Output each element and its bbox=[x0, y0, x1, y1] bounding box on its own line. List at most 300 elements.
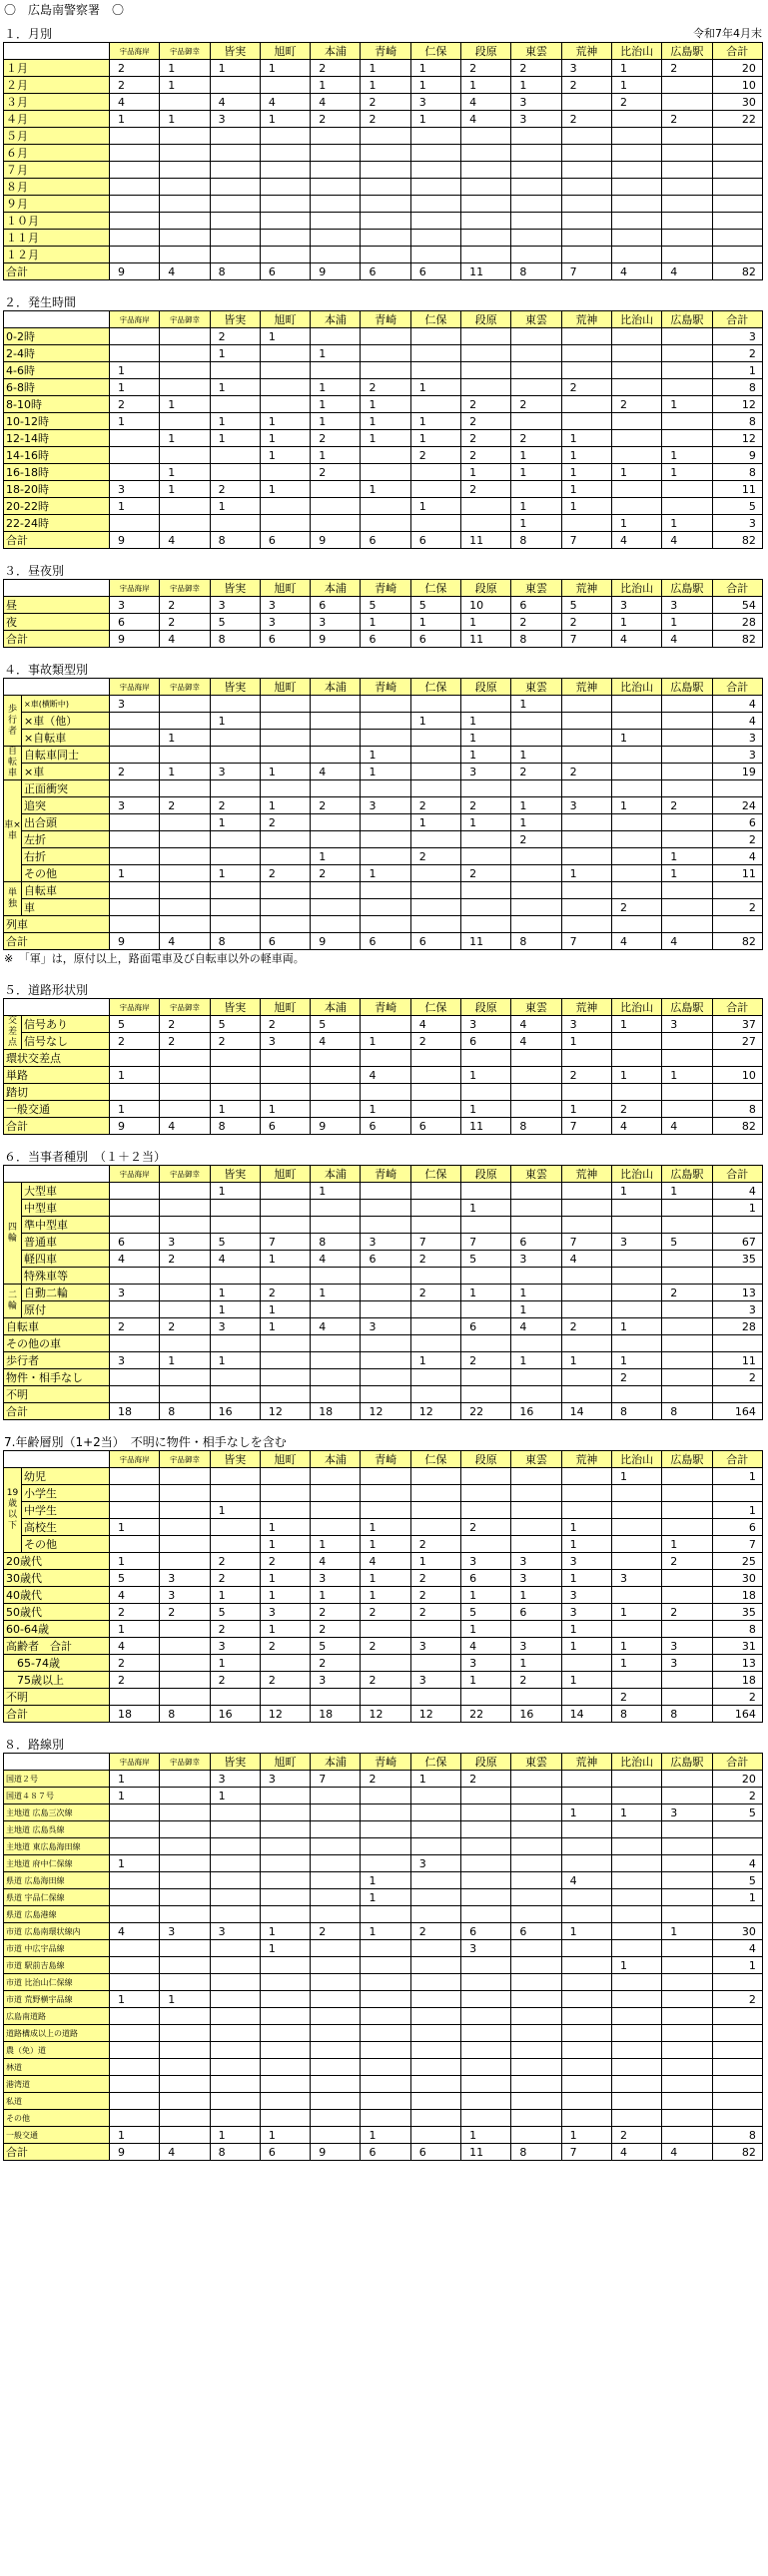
value-cell: 1 bbox=[511, 1285, 561, 1301]
value-cell bbox=[160, 1553, 210, 1570]
value-cell bbox=[210, 1485, 260, 1502]
value-cell bbox=[110, 464, 160, 481]
value-cell bbox=[361, 464, 410, 481]
column-header: 仁保 bbox=[410, 580, 460, 597]
total-cell: 82 bbox=[712, 263, 762, 280]
value-cell: 2 bbox=[260, 865, 310, 882]
value-cell bbox=[260, 379, 310, 396]
value-cell bbox=[361, 1468, 410, 1485]
value-cell: 4 bbox=[110, 1587, 160, 1604]
value-cell bbox=[561, 1771, 611, 1788]
header-corner bbox=[4, 1451, 110, 1468]
value-cell: 22 bbox=[461, 1403, 511, 1420]
table-row bbox=[4, 2144, 763, 2161]
value-cell bbox=[561, 1940, 611, 1957]
value-cell bbox=[210, 1974, 260, 1991]
value-cell: 1 bbox=[110, 1771, 160, 1788]
value-cell bbox=[611, 780, 661, 797]
value-cell bbox=[511, 1838, 561, 1855]
value-cell: 2 bbox=[461, 430, 511, 447]
value-cell: 1 bbox=[511, 797, 561, 814]
value-cell: 1 bbox=[260, 2127, 310, 2144]
value-cell bbox=[260, 747, 310, 764]
value-cell: 1 bbox=[561, 447, 611, 464]
value-cell bbox=[311, 1200, 361, 1217]
value-cell: 1 bbox=[361, 747, 410, 764]
value-cell bbox=[311, 1974, 361, 1991]
value-cell: 6 bbox=[511, 1923, 561, 1940]
section-heading-text: ６．当事者種別 （１＋２当） bbox=[4, 1150, 167, 1164]
value-cell: 2 bbox=[461, 447, 511, 464]
value-cell: 2 bbox=[511, 831, 561, 848]
value-cell bbox=[662, 1217, 712, 1234]
value-cell: 3 bbox=[110, 597, 160, 614]
table-row bbox=[4, 1771, 763, 1788]
value-cell bbox=[311, 362, 361, 379]
value-cell bbox=[611, 1050, 661, 1067]
value-cell: 2 bbox=[311, 797, 361, 814]
value-cell bbox=[110, 1485, 160, 1502]
value-cell bbox=[110, 780, 160, 797]
value-cell: 1 bbox=[611, 464, 661, 481]
value-cell: 1 bbox=[210, 2127, 260, 2144]
value-cell bbox=[160, 1672, 210, 1689]
total-cell: 24 bbox=[712, 797, 762, 814]
column-header: 宇品御幸 bbox=[160, 311, 210, 328]
column-header: 合計 bbox=[712, 999, 762, 1016]
value-cell bbox=[511, 1369, 561, 1386]
value-cell bbox=[511, 1268, 561, 1285]
row-group-label: 二輪 bbox=[4, 1285, 22, 1318]
value-cell: 1 bbox=[260, 1251, 310, 1268]
value-cell bbox=[160, 1502, 210, 1519]
value-cell: 1 bbox=[361, 1033, 410, 1050]
value-cell bbox=[160, 1974, 210, 1991]
value-cell bbox=[511, 145, 561, 162]
value-cell: 18 bbox=[110, 1706, 160, 1723]
value-cell: 8 bbox=[311, 1234, 361, 1251]
value-cell bbox=[561, 2042, 611, 2059]
value-cell: 2 bbox=[461, 865, 511, 882]
value-cell bbox=[160, 747, 210, 764]
value-cell: 8 bbox=[662, 1706, 712, 1723]
value-cell bbox=[110, 430, 160, 447]
value-cell: 1 bbox=[461, 1621, 511, 1638]
value-cell: 3 bbox=[511, 1638, 561, 1655]
table-row bbox=[4, 1974, 763, 1991]
data-table bbox=[3, 998, 763, 1135]
value-cell bbox=[611, 1923, 661, 1940]
table-row bbox=[4, 1118, 763, 1135]
value-cell: 2 bbox=[561, 764, 611, 780]
value-cell: 1 bbox=[611, 1638, 661, 1655]
total-cell: 2 bbox=[712, 1689, 762, 1706]
value-cell: 3 bbox=[110, 1352, 160, 1369]
value-cell: 4 bbox=[511, 1318, 561, 1335]
value-cell bbox=[511, 1502, 561, 1519]
value-cell bbox=[361, 1621, 410, 1638]
value-cell: 1 bbox=[561, 498, 611, 515]
value-cell bbox=[511, 1050, 561, 1067]
value-cell: 1 bbox=[260, 797, 310, 814]
column-header: 合計 bbox=[712, 679, 762, 696]
value-cell bbox=[410, 162, 460, 179]
row-label: その他 bbox=[22, 865, 110, 882]
value-cell: 2 bbox=[110, 60, 160, 77]
value-cell: 4 bbox=[662, 933, 712, 950]
value-cell bbox=[511, 362, 561, 379]
value-cell bbox=[361, 1485, 410, 1502]
column-header: 青崎 bbox=[361, 1754, 410, 1771]
value-cell: 2 bbox=[361, 1672, 410, 1689]
value-cell bbox=[160, 362, 210, 379]
value-cell bbox=[210, 1067, 260, 1084]
value-cell bbox=[611, 447, 661, 464]
value-cell: 2 bbox=[410, 1604, 460, 1621]
value-cell: 1 bbox=[160, 396, 210, 413]
total-cell bbox=[712, 162, 762, 179]
column-header: 旭町 bbox=[260, 1451, 310, 1468]
row-label: 合計 bbox=[4, 933, 110, 950]
value-cell: 4 bbox=[662, 2144, 712, 2161]
value-cell: 3 bbox=[662, 1655, 712, 1672]
value-cell bbox=[662, 2076, 712, 2093]
row-label: 中型車 bbox=[22, 1200, 110, 1217]
value-cell: 11 bbox=[461, 263, 511, 280]
value-cell bbox=[110, 1974, 160, 1991]
value-cell: 2 bbox=[260, 1672, 310, 1689]
value-cell bbox=[260, 1050, 310, 1067]
value-cell bbox=[561, 713, 611, 730]
value-cell: 8 bbox=[160, 1706, 210, 1723]
row-label: 市道 比治山仁保線 bbox=[4, 1974, 110, 1991]
value-cell: 1 bbox=[461, 1200, 511, 1217]
value-cell: 2 bbox=[511, 614, 561, 631]
value-cell: 2 bbox=[662, 797, 712, 814]
value-cell bbox=[611, 831, 661, 848]
value-cell bbox=[611, 1771, 661, 1788]
row-label: 市道 駅前吉島線 bbox=[4, 1957, 110, 1974]
value-cell bbox=[361, 362, 410, 379]
value-cell bbox=[260, 179, 310, 196]
value-cell bbox=[210, 1519, 260, 1536]
row-label: 主地道 府中仁保線 bbox=[4, 1855, 110, 1872]
value-cell bbox=[410, 1991, 460, 2008]
value-cell: 1 bbox=[611, 1016, 661, 1033]
value-cell bbox=[561, 1285, 611, 1301]
value-cell bbox=[561, 1183, 611, 1200]
table-row bbox=[4, 1403, 763, 1420]
value-cell: 8 bbox=[511, 532, 561, 549]
value-cell: 4 bbox=[110, 1923, 160, 1940]
value-cell bbox=[611, 1621, 661, 1638]
value-cell: 1 bbox=[662, 614, 712, 631]
value-cell bbox=[511, 882, 561, 899]
value-cell bbox=[461, 179, 511, 196]
value-cell: 2 bbox=[410, 1285, 460, 1301]
value-cell: 1 bbox=[210, 498, 260, 515]
value-cell bbox=[160, 1906, 210, 1923]
value-cell: 4 bbox=[210, 1251, 260, 1268]
value-cell bbox=[662, 1689, 712, 1706]
value-cell bbox=[461, 1268, 511, 1285]
value-cell: 1 bbox=[110, 362, 160, 379]
value-cell: 3 bbox=[210, 1318, 260, 1335]
value-cell bbox=[260, 2042, 310, 2059]
value-cell bbox=[160, 1855, 210, 1872]
value-cell bbox=[611, 1485, 661, 1502]
value-cell: 2 bbox=[662, 111, 712, 128]
column-header: 旭町 bbox=[260, 1166, 310, 1183]
value-cell bbox=[410, 2127, 460, 2144]
row-label: 港湾道 bbox=[4, 2076, 110, 2093]
row-label: 追突 bbox=[22, 797, 110, 814]
value-cell: 2 bbox=[611, 2127, 661, 2144]
value-cell: 1 bbox=[210, 865, 260, 882]
row-label: 信号あり bbox=[22, 1016, 110, 1033]
value-cell bbox=[410, 247, 460, 263]
value-cell bbox=[361, 1369, 410, 1386]
value-cell: 1 bbox=[110, 1101, 160, 1118]
table-row bbox=[4, 780, 763, 797]
value-cell: 2 bbox=[210, 797, 260, 814]
value-cell: 4 bbox=[160, 1118, 210, 1135]
value-cell bbox=[361, 1285, 410, 1301]
value-cell bbox=[361, 780, 410, 797]
value-cell bbox=[511, 1788, 561, 1804]
value-cell bbox=[210, 848, 260, 865]
value-cell bbox=[160, 1821, 210, 1838]
value-cell bbox=[410, 696, 460, 713]
table-row bbox=[4, 1889, 763, 1906]
value-cell: 9 bbox=[311, 631, 361, 648]
total-cell: 2 bbox=[712, 1369, 762, 1386]
value-cell bbox=[361, 1335, 410, 1352]
value-cell bbox=[160, 196, 210, 213]
value-cell: 1 bbox=[311, 1285, 361, 1301]
value-cell bbox=[511, 162, 561, 179]
value-cell bbox=[361, 1906, 410, 1923]
value-cell bbox=[662, 780, 712, 797]
value-cell bbox=[511, 848, 561, 865]
value-cell bbox=[461, 1536, 511, 1553]
row-label: 高校生 bbox=[22, 1519, 110, 1536]
value-cell: 2 bbox=[410, 797, 460, 814]
column-header: 旭町 bbox=[260, 999, 310, 1016]
value-cell bbox=[461, 2093, 511, 2110]
value-cell bbox=[210, 362, 260, 379]
value-cell bbox=[361, 1821, 410, 1838]
value-cell: 8 bbox=[160, 1403, 210, 1420]
value-cell bbox=[461, 1804, 511, 1821]
value-cell bbox=[611, 247, 661, 263]
value-cell bbox=[361, 230, 410, 247]
value-cell: 1 bbox=[611, 1604, 661, 1621]
value-cell bbox=[410, 362, 460, 379]
value-cell bbox=[160, 1101, 210, 1118]
value-cell: 6 bbox=[410, 263, 460, 280]
value-cell bbox=[361, 145, 410, 162]
value-cell bbox=[260, 345, 310, 362]
column-header: 仁保 bbox=[410, 999, 460, 1016]
value-cell bbox=[110, 1468, 160, 1485]
value-cell: 1 bbox=[561, 1519, 611, 1536]
value-cell: 9 bbox=[311, 2144, 361, 2161]
value-cell bbox=[662, 362, 712, 379]
report-date: 令和7年4月末 bbox=[693, 27, 762, 40]
value-cell bbox=[361, 447, 410, 464]
value-cell: 1 bbox=[361, 1923, 410, 1940]
table-row bbox=[4, 797, 763, 814]
value-cell: 1 bbox=[561, 464, 611, 481]
total-cell: 2 bbox=[712, 1991, 762, 2008]
value-cell bbox=[210, 1084, 260, 1101]
total-cell: 27 bbox=[712, 1033, 762, 1050]
column-header: 比治山 bbox=[611, 43, 661, 60]
value-cell bbox=[511, 2008, 561, 2025]
value-cell bbox=[461, 1855, 511, 1872]
value-cell: 1 bbox=[260, 1923, 310, 1940]
value-cell bbox=[662, 747, 712, 764]
value-cell: 1 bbox=[160, 481, 210, 498]
total-cell bbox=[712, 1217, 762, 1234]
table-row bbox=[4, 1318, 763, 1335]
value-cell bbox=[611, 1335, 661, 1352]
value-cell bbox=[561, 1957, 611, 1974]
value-cell bbox=[311, 2025, 361, 2042]
value-cell: 4 bbox=[561, 1872, 611, 1889]
value-cell bbox=[311, 162, 361, 179]
value-cell bbox=[611, 1301, 661, 1318]
value-cell bbox=[260, 2093, 310, 2110]
value-cell bbox=[561, 1974, 611, 1991]
value-cell bbox=[260, 831, 310, 848]
value-cell bbox=[260, 196, 310, 213]
value-cell: 2 bbox=[461, 396, 511, 413]
value-cell bbox=[361, 882, 410, 899]
value-cell: 2 bbox=[110, 396, 160, 413]
value-cell: 6 bbox=[361, 1118, 410, 1135]
data-table bbox=[3, 1165, 763, 1420]
table-row bbox=[4, 1268, 763, 1285]
total-cell: 1 bbox=[712, 362, 762, 379]
row-group-label: 交差点 bbox=[4, 1016, 22, 1050]
total-cell: 3 bbox=[712, 328, 762, 345]
row-label: 合計 bbox=[4, 1403, 110, 1420]
column-header: 旭町 bbox=[260, 679, 310, 696]
table-row bbox=[4, 1217, 763, 1234]
value-cell bbox=[210, 1872, 260, 1889]
column-header: 広島駅 bbox=[662, 679, 712, 696]
value-cell bbox=[511, 1386, 561, 1403]
row-label: 8-10時 bbox=[4, 396, 110, 413]
value-cell bbox=[410, 1957, 460, 1974]
row-label: 不明 bbox=[4, 1386, 110, 1403]
value-cell bbox=[210, 179, 260, 196]
value-cell bbox=[611, 814, 661, 831]
value-cell: 3 bbox=[361, 1318, 410, 1335]
value-cell: 1 bbox=[260, 60, 310, 77]
value-cell: 16 bbox=[511, 1706, 561, 1723]
section-heading-text: ５．道路形状別 bbox=[4, 983, 89, 997]
column-header: 宇品御幸 bbox=[160, 999, 210, 1016]
value-cell bbox=[662, 1621, 712, 1638]
value-cell bbox=[210, 515, 260, 532]
value-cell bbox=[311, 1352, 361, 1369]
value-cell bbox=[311, 196, 361, 213]
value-cell: 2 bbox=[410, 1923, 460, 1940]
value-cell bbox=[461, 2059, 511, 2076]
column-header: 東雲 bbox=[511, 1166, 561, 1183]
value-cell bbox=[160, 94, 210, 111]
value-cell bbox=[410, 1974, 460, 1991]
value-cell bbox=[410, 1788, 460, 1804]
total-cell bbox=[712, 1838, 762, 1855]
value-cell: 9 bbox=[110, 631, 160, 648]
column-header: 合計 bbox=[712, 43, 762, 60]
value-cell bbox=[410, 2008, 460, 2025]
value-cell: 1 bbox=[361, 413, 410, 430]
value-cell bbox=[662, 345, 712, 362]
value-cell bbox=[662, 1502, 712, 1519]
column-header: 東雲 bbox=[511, 311, 561, 328]
value-cell: 2 bbox=[361, 94, 410, 111]
value-cell bbox=[410, 1621, 460, 1638]
column-header: 宇品海岸 bbox=[110, 1166, 160, 1183]
value-cell bbox=[611, 1386, 661, 1403]
value-cell bbox=[511, 780, 561, 797]
total-cell bbox=[712, 230, 762, 247]
value-cell bbox=[110, 1940, 160, 1957]
value-cell: 1 bbox=[361, 1889, 410, 1906]
total-cell: 164 bbox=[712, 1403, 762, 1420]
table-row bbox=[4, 162, 763, 179]
value-cell bbox=[210, 2059, 260, 2076]
value-cell: 2 bbox=[110, 1318, 160, 1335]
value-cell bbox=[160, 1369, 210, 1386]
value-cell bbox=[611, 362, 661, 379]
row-label: 夜 bbox=[4, 614, 110, 631]
section-heading-text: ４．事故類型別 bbox=[4, 663, 89, 677]
value-cell: 1 bbox=[561, 1638, 611, 1655]
total-cell: 82 bbox=[712, 532, 762, 549]
value-cell bbox=[210, 2076, 260, 2093]
value-cell: 1 bbox=[260, 328, 310, 345]
value-cell bbox=[210, 128, 260, 145]
value-cell bbox=[210, 196, 260, 213]
section-heading bbox=[0, 662, 768, 678]
value-cell bbox=[611, 1536, 661, 1553]
value-cell: 1 bbox=[662, 848, 712, 865]
column-header: 広島駅 bbox=[662, 1451, 712, 1468]
total-cell: 5 bbox=[712, 498, 762, 515]
value-cell bbox=[361, 498, 410, 515]
table-row bbox=[4, 1788, 763, 1804]
value-cell bbox=[260, 498, 310, 515]
value-cell bbox=[410, 1335, 460, 1352]
table-row bbox=[4, 631, 763, 648]
value-cell bbox=[410, 2076, 460, 2093]
column-header: 旭町 bbox=[260, 580, 310, 597]
value-cell: 2 bbox=[210, 1553, 260, 1570]
column-header: 東雲 bbox=[511, 1451, 561, 1468]
value-cell: 12 bbox=[410, 1403, 460, 1420]
value-cell: 1 bbox=[611, 1318, 661, 1335]
value-cell: 16 bbox=[210, 1706, 260, 1723]
column-header: 本浦 bbox=[311, 999, 361, 1016]
total-cell: 28 bbox=[712, 614, 762, 631]
value-cell bbox=[160, 814, 210, 831]
